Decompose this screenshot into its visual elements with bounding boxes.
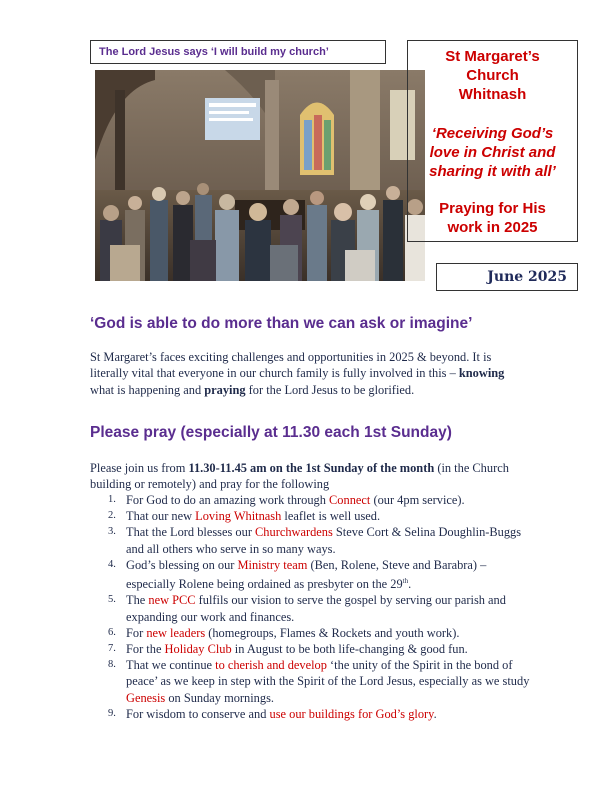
church-name: St Margaret’s Church Whitnash (445, 48, 540, 103)
church-congregation-photo (95, 70, 425, 281)
list-item: 5. The new PCC fulfils our vision to serve the gospel by serving our parish and expanding our work and finances. (108, 593, 506, 624)
list-item: 9. For wisdom to conserve and use our buildings for God’s glory. (108, 706, 437, 721)
church-title-box (407, 40, 578, 242)
issue-date: June 2025 (436, 263, 578, 291)
list-item: 4. God’s blessing on our Ministry team (Ben, Rolene, Steve and Barabra) – especially Rolene being ordained as presbyter on the 29th. (108, 557, 487, 592)
list-item: 2. That our new Loving Whitnash leaflet is well used. (108, 509, 381, 524)
church-motto: ‘Receiving God’s love in Christ and sharing it with all’ (429, 125, 556, 180)
quote-heading: ‘God is able to do more than we can ask or imagine’ (90, 315, 473, 332)
list-item: 7. For the Holiday Club in August to be both life-changing & good fun. (108, 641, 468, 656)
intro-paragraph: St Margaret’s faces exciting challenges and opportunities in 2025 & beyond. It is literally vital that everyone in our church family is fully involved in this – knowing what is happening and praying for the Lord Jesus to be glorified. (90, 350, 505, 397)
join-paragraph: Please join us from 11.30-11.45 am on the 1st Sunday of the month (in the Church building or remotely) and pray for the following (90, 461, 509, 492)
list-item: 8. That we continue to cherish and develop ‘the unity of the Spirit in the bond of peace’ as we keep in step with the Spirit of the Lord Jesus, especially as we study Genesis on Sunday mornings. (108, 658, 530, 705)
praying-statement: Praying for His work in 2025 (439, 200, 546, 236)
prayer-list (90, 492, 530, 722)
banner-quote: The Lord Jesus says ‘I will build my church’ (90, 40, 386, 64)
list-item: 1. For God to do an amazing work through Connect (our 4pm service). (108, 493, 465, 507)
list-item: 3. That the Lord blesses our Churchwardens Steve Cort & Selina Doughlin-Buggs and all others who serve in so many ways. (108, 525, 522, 556)
prayer-heading: Please pray (especially at 11.30 each 1st Sunday) (90, 424, 452, 441)
list-item: 6. For new leaders (homegroups, Flames & Rockets and youth work). (108, 625, 460, 640)
